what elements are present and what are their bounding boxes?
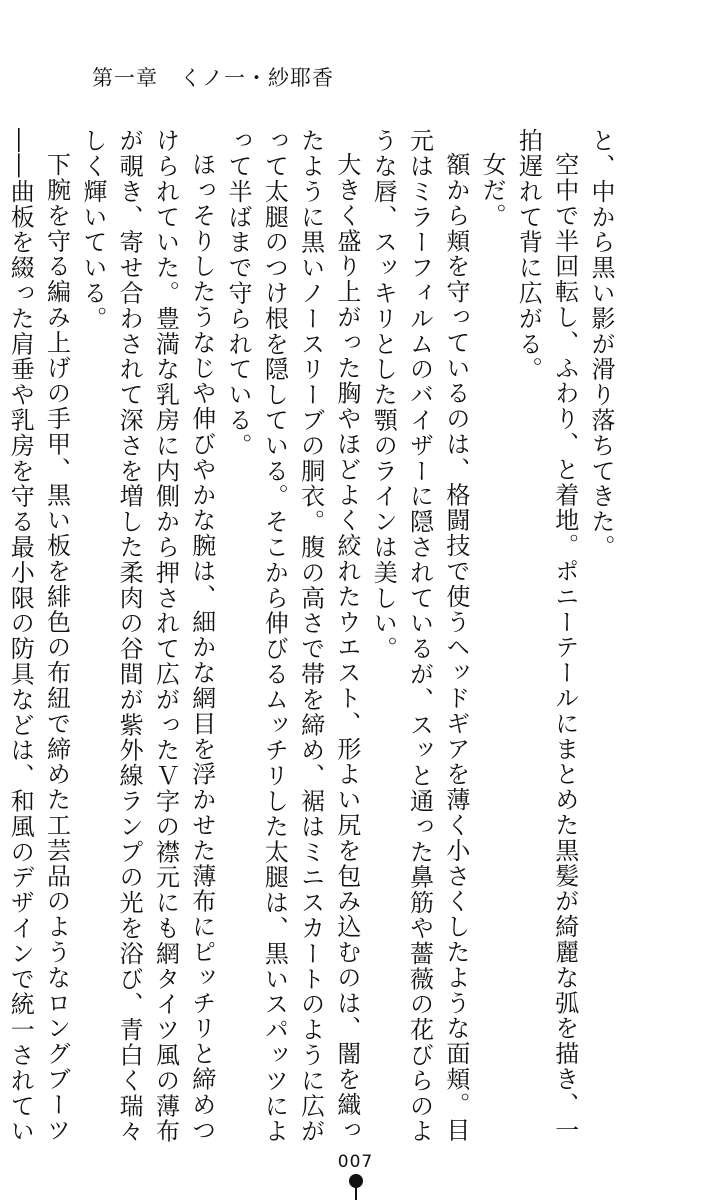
text-column: うな唇、スッキリとした顎のラインは美しい。 <box>369 128 398 662</box>
text-column: 額から頬を守っているのは、格闘技で使うヘッドギアを薄く小さくしたような面頬。目 <box>441 152 470 1143</box>
text-column: たように黒いノースリーブの胴衣。腹の高さで帯を締め、裾はミニスカートのように広が <box>296 128 325 1144</box>
text-column: って太腿のつけ根を隠している。そこから伸びるムッチリした太腿は、黒いスパッツによ <box>260 128 289 1144</box>
text-column: 下腕を守る編み上げの手甲、黒い板を緋色の布紐で締めた工芸品のようなロングブーツ <box>42 152 71 1143</box>
text-column: 女だ。 <box>478 152 507 229</box>
text-column: ほっそりしたうなじや伸びやかな腕は、細かな網目を浮かせた薄布にピッチリと締めつ <box>187 152 216 1143</box>
folio-stem <box>355 1186 357 1200</box>
text-column: けられていた。豊満な乳房に内側から押されて広がったＶ字の襟元にも網タイツ風の薄布 <box>151 128 180 1144</box>
body-text <box>2 128 619 1144</box>
text-column: 拍遅れて背に広がる。 <box>514 128 543 382</box>
text-column: 元はミラーフィルムのバイザーに隠されているが、スッと通った鼻筋や薔薇の花びらのよ <box>405 128 434 1144</box>
text-column: 大きく盛り上がった胸やほどよく絞れたウエスト、形よい尻を包み込むのは、闇を織っ <box>332 152 361 1143</box>
page-number: 007 <box>337 1152 374 1172</box>
chapter-heading: 第一章 くノ一・紗耶香 <box>92 66 334 90</box>
text-column: が覗き、寄せ合わされて深さを増した柔肉の谷間が紫外線ランプの光を浴び、青白く瑞々 <box>115 128 144 1144</box>
text-column: って半ばまで守られている。 <box>224 128 253 459</box>
text-column: しく輝いている。 <box>78 128 107 332</box>
text-column: ――曲板を綴った肩垂や乳房を守る最小限の防具などは、和風のデザインで統一されてい <box>6 128 35 1144</box>
text-column: と、中から黒い影が滑り落ちてきた。 <box>587 128 615 560</box>
text-column: 空中で半回転し、ふわり、と着地。ポニーテールにまとめた黒髪が綺麗な弧を描き、一 <box>550 152 579 1143</box>
